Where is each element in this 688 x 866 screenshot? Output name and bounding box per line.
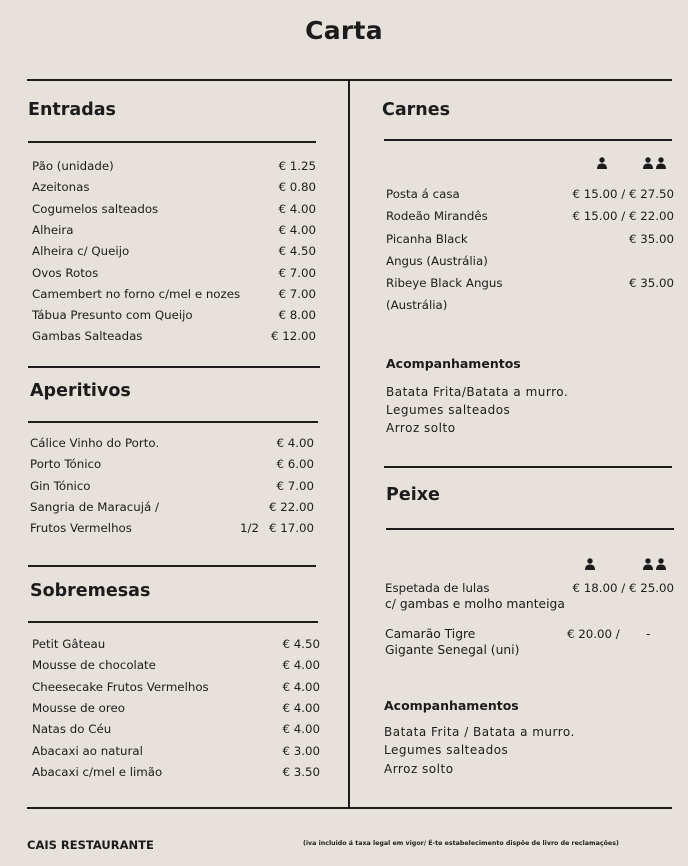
menu-item-price: € 3.50 bbox=[282, 764, 320, 779]
menu-item-name: Petit Gâteau bbox=[32, 637, 106, 651]
menu-item-name: Pão (unidade) bbox=[32, 159, 114, 173]
peixe-top-divider bbox=[384, 466, 672, 468]
menu-item-name: Ovos Rotos bbox=[32, 265, 99, 280]
menu-item-price: € 7.00 bbox=[276, 478, 314, 493]
menu-item-name: Porto Tónico bbox=[30, 457, 102, 472]
single-person-icon bbox=[584, 558, 596, 570]
menu-item-price: € 4.00 bbox=[282, 722, 320, 737]
menu-item-name: Gambas Salteadas bbox=[32, 329, 143, 344]
side-item: Batata Frita/Batata a murro. bbox=[386, 385, 569, 399]
menu-item-price: € 4.00 bbox=[278, 222, 316, 237]
two-persons-icon bbox=[642, 157, 668, 169]
menu-item-price: € 1.25 bbox=[278, 159, 316, 173]
menu-item-name: Mousse de oreo bbox=[32, 700, 125, 715]
menu-item-price: € 8.00 bbox=[278, 308, 316, 323]
menu-item-name: Tábua Presunto com Queijo bbox=[32, 308, 193, 323]
restaurant-name: CAIS RESTAURANTE bbox=[27, 838, 154, 852]
menu-item-name: Frutos Vermelhos bbox=[30, 521, 132, 536]
menu-item-name: Mousse de chocolate bbox=[32, 658, 156, 673]
menu-item-price: € 4.50 bbox=[282, 637, 320, 651]
menu-item-name: Sangria de Maracujá / bbox=[30, 499, 159, 514]
menu-item-price: € 4.00 bbox=[276, 436, 314, 450]
section-heading-aperitivos: Aperitivos bbox=[30, 381, 131, 401]
side-item: Arroz solto bbox=[386, 421, 456, 435]
menu-item-price: € 7.00 bbox=[278, 265, 316, 280]
menu-item-name: Alheira bbox=[32, 222, 74, 237]
section-heading-sobremesas: Sobremesas bbox=[30, 581, 151, 601]
menu-item-name: Abacaxi c/mel e limão bbox=[32, 764, 163, 779]
aperitivos-top-divider bbox=[28, 366, 320, 368]
peixe-divider bbox=[386, 528, 674, 530]
sobremesas-top-divider bbox=[28, 565, 316, 567]
carnes-sides-heading: Acompanhamentos bbox=[386, 356, 521, 371]
section-heading-entradas: Entradas bbox=[28, 100, 116, 120]
menu-item-price: € 12.00 bbox=[270, 329, 316, 344]
menu-item-name: Azeitonas bbox=[32, 180, 90, 195]
menu-item-price: € 4.00 bbox=[282, 700, 320, 715]
side-item: Batata Frita / Batata a murro. bbox=[384, 725, 575, 739]
menu-item-price: € 4.00 bbox=[278, 201, 316, 216]
menu-item-name: Cogumelos salteados bbox=[32, 201, 159, 216]
two-persons-icon bbox=[642, 558, 668, 570]
menu-item-name: Natas do Céu bbox=[32, 722, 112, 737]
menu-item-name: Cheesecake Frutos Vermelhos bbox=[32, 679, 209, 694]
menu-item-price: € 4.00 bbox=[282, 658, 320, 673]
menu-item-price: € 3.00 bbox=[282, 743, 320, 758]
menu-item-name: Abacaxi ao natural bbox=[32, 743, 143, 758]
page-title: Carta bbox=[305, 16, 383, 45]
menu-item-name: Gin Tónico bbox=[30, 478, 91, 493]
menu-item-name: Alheira c/ Queijo bbox=[32, 244, 130, 259]
menu-item-price: € 7.00 bbox=[278, 286, 316, 301]
menu-item-price: € 4.00 bbox=[282, 679, 320, 694]
single-person-icon bbox=[596, 157, 608, 169]
legal-note: (iva incluido á taxa legal em vigor/ É-te estabelecimento dispõe de livro de reclamações) bbox=[303, 840, 619, 847]
entradas-divider bbox=[28, 141, 316, 143]
menu-item-portion: 1/2 bbox=[240, 521, 259, 536]
peixe-sides-heading: Acompanhamentos bbox=[384, 698, 519, 713]
side-item: Arroz solto bbox=[384, 762, 454, 776]
section-heading-peixe: Peixe bbox=[386, 485, 440, 505]
menu-item-name: Cálice Vinho do Porto. bbox=[30, 436, 160, 450]
side-item: Legumes salteados bbox=[386, 403, 511, 417]
sobremesas-divider bbox=[28, 621, 318, 623]
menu-item-price: € 17.00 bbox=[268, 521, 314, 536]
menu-item-price: € 4.50 bbox=[278, 244, 316, 259]
side-item: Legumes salteados bbox=[384, 743, 509, 757]
menu-item-name: Camembert no forno c/mel e nozes bbox=[32, 286, 241, 301]
menu-item-price: € 22.00 bbox=[268, 499, 314, 514]
menu-item-price: € 6.00 bbox=[276, 457, 314, 472]
bottom-divider bbox=[27, 807, 672, 809]
aperitivos-divider bbox=[28, 421, 318, 423]
menu-item-price: € 0.80 bbox=[278, 180, 316, 195]
column-divider bbox=[348, 79, 350, 808]
section-heading-carnes: Carnes bbox=[382, 100, 451, 120]
carnes-divider bbox=[384, 139, 672, 141]
